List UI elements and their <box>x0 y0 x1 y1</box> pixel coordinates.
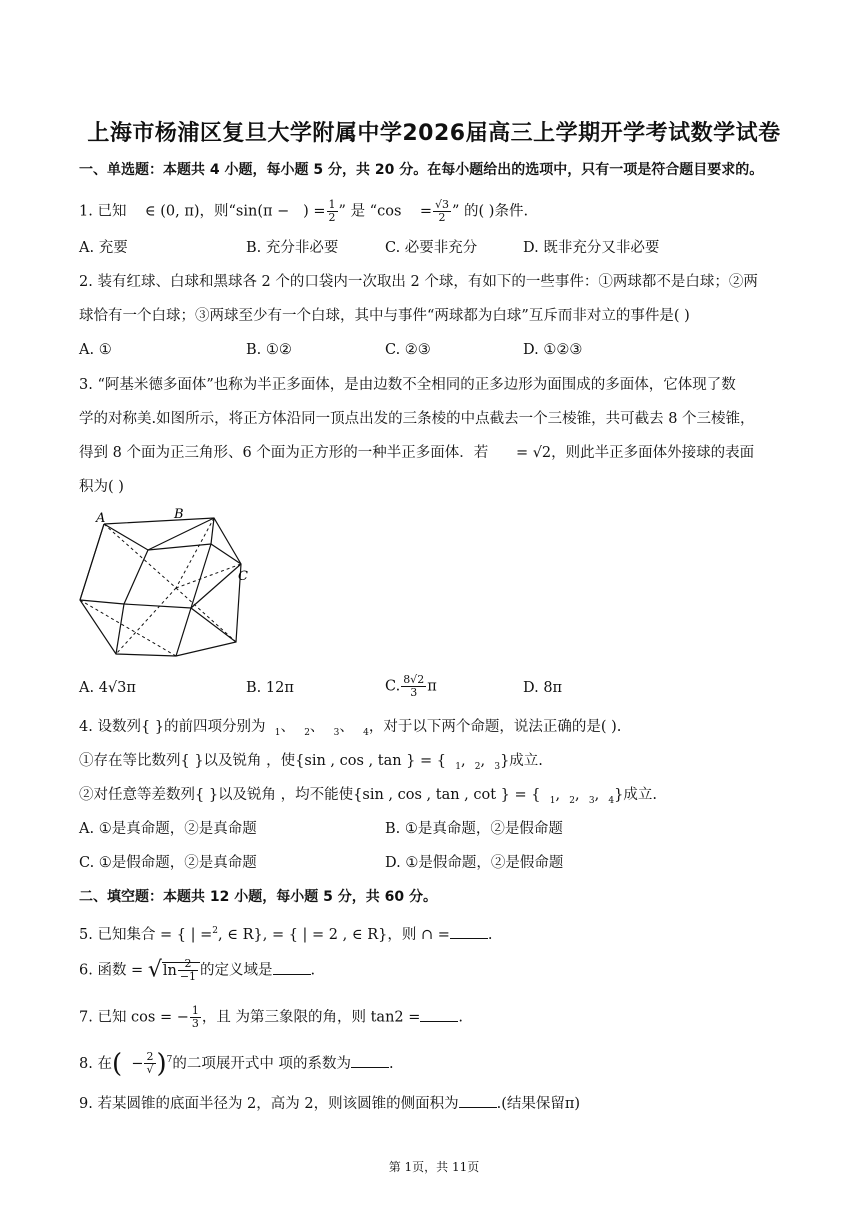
section-2-heading: 二、填空题：本题共 12 小题，每小题 5 分，共 60 分。 <box>79 889 437 905</box>
vertex-b-label: B <box>174 507 184 522</box>
q4-option-b: B. ①是真命题，②是假命题 <box>385 821 563 837</box>
answer-blank <box>351 1053 389 1068</box>
answer-blank <box>273 960 311 975</box>
q1-option-a: A. 充要 <box>79 240 128 256</box>
question-5: 5. 已知集合 = { | =$^2$, ∈ R}, = { | = 2 , ∈ R}，则 ∩ = . <box>79 921 808 945</box>
question-9: 9. 若某圆锥的底面半径为 2，高为 2，则该圆锥的侧面积为 .(结果保留π) <box>79 1093 808 1114</box>
question-1: 1. 已知 ∈ (0, π)，则“sin(π − ) = $\frac{1}{2}$ ” 是 “cos = $\frac{√3}{2}$ ” 的( )条件. <box>79 198 529 224</box>
polyhedron-figure <box>76 504 256 664</box>
q2-option-b: B. ①② <box>246 342 292 358</box>
question-7: 7. 已知 cos = − $\frac{1}{3}$ ，且 为第三象限的角，则 tan2 = . <box>79 1004 463 1030</box>
q3-option-b: B. 12π <box>246 680 294 696</box>
answer-blank <box>450 924 488 939</box>
question-3-line-4: 积为( ) <box>79 479 124 495</box>
question-3-line-1: 3. “阿基米德多面体”也称为半正多面体，是由边数不全相同的正多边形为面围成的多面体，它体现了数 <box>79 377 736 393</box>
q2-option-a: A. ① <box>79 342 112 358</box>
q3-option-c: C. $\frac{8√2}{3}$ π <box>385 673 437 699</box>
question-3-line-2: 学的对称美.如图所示，将正方体沿同一顶点出发的三条棱的中点截去一个三棱锥，共可截去 8 个三棱锥， <box>79 411 755 427</box>
q4-option-a: A. ①是真命题，②是真命题 <box>79 821 257 837</box>
answer-blank <box>420 1007 458 1022</box>
question-4-line-2: ①存在等比数列{ }以及锐角 ，使{sin , cos , tan } = { $_1$, $_2$, $_3$}成立. <box>79 753 543 772</box>
vertex-a-label: A <box>96 511 106 526</box>
answer-blank <box>459 1093 497 1108</box>
question-4-line-3: ②对任意等差数列{ }以及锐角 ，均不能使{sin , cos , tan , cot } = { $_1$, $_2$, $_3$, $_4$}成立. <box>79 787 657 806</box>
fraction: $\frac{1}{2}$ <box>328 198 336 224</box>
question-3-line-3: 得到 8 个面为正三角形、6 个面为正方形的一种半正多面体．若 = √2，则此半正多面体外接球的表面 <box>79 445 755 461</box>
q1-option-c: C. 必要非充分 <box>385 240 478 256</box>
q2-option-d: D. ①②③ <box>523 342 583 358</box>
vertex-c-label: C <box>238 569 248 584</box>
fraction: $\frac{√3}{2}$ <box>434 198 449 224</box>
q4-option-d: D. ①是假命题，②是假命题 <box>385 855 564 871</box>
q3-option-a: A. 4√3π <box>79 680 136 696</box>
q3-option-d: D. 8π <box>523 680 563 696</box>
question-8: 8. 在( − $\frac{2}{√}$ )$^7$的二项展开式中 项的系数为 . <box>79 1048 394 1079</box>
question-4-line-1: 4. 设数列{ }的前四项分别为 $_1$、 $_2$、 $_3$、 $_4$，对于以下两个命题，说法正确的是( ). <box>79 719 622 738</box>
page-title: 上海市杨浦区复旦大学附属中学2026届高三上学期开学考试数学试卷 <box>87 121 781 146</box>
page-footer: 第 1页，共 11页 <box>388 1160 480 1174</box>
question-6: 6. 函数 = √ln $\frac{2}{-1}$ 的定义域是 . <box>79 957 316 983</box>
question-2-line-2: 球恰有一个白球；③两球至少有一个白球，其中与事件“两球都为白球”互斥而非对立的事件是( ) <box>79 308 690 324</box>
q1-option-b: B. 充分非必要 <box>246 240 339 256</box>
q1-option-d: D. 既非充分又非必要 <box>523 240 660 256</box>
section-1-heading: 一、单选题：本题共 4 小题，每小题 5 分，共 20 分。在每小题给出的选项中，只有一项是符合题目要求的。 <box>79 162 764 178</box>
question-2-line-1: 2. 装有红球、白球和黑球各 2 个的口袋内一次取出 2 个球，有如下的一些事件：①两球都不是白球；②两 <box>79 274 758 290</box>
q4-option-c: C. ①是假命题，②是真命题 <box>79 855 257 871</box>
q2-option-c: C. ②③ <box>385 342 431 358</box>
